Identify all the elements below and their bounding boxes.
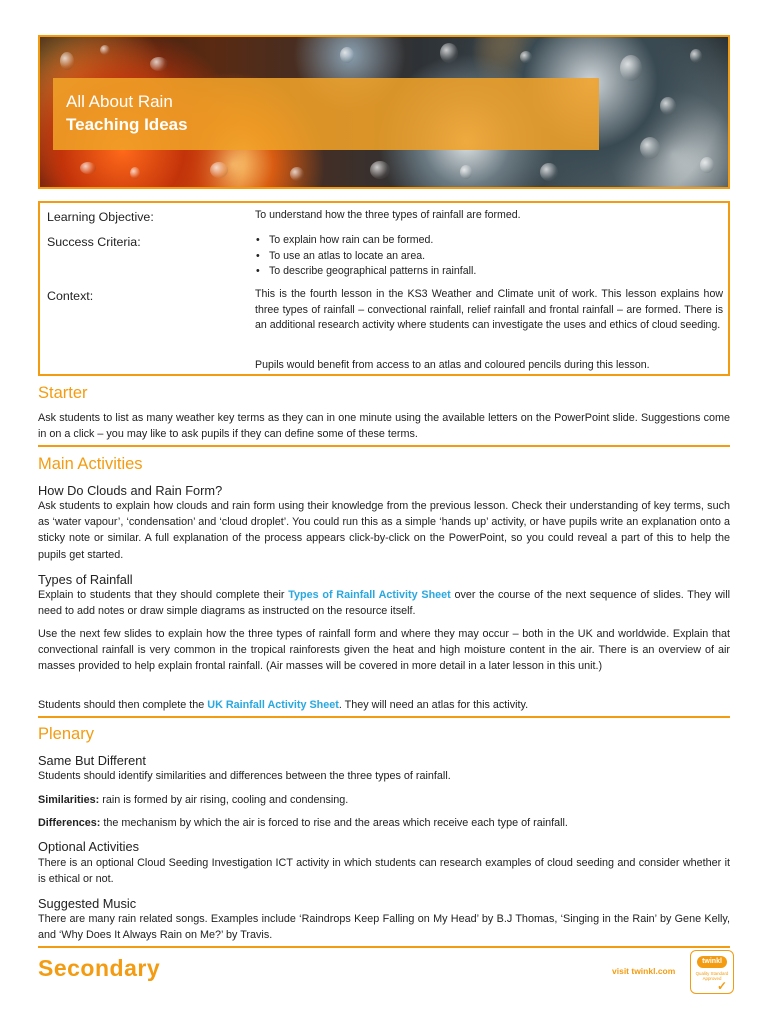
differences-value: the mechanism by which the air is forced to rise and the areas which receive each type of rainfall. — [100, 817, 568, 829]
context-label: Context: — [47, 289, 94, 303]
music-text: There are many rain related songs. Examples include ‘Raindrops Keep Falling on My Head’ by B.J Thomas, ‘Singing in the Rain’ by Gene Kelly, and ‘Why Does It Always Rain on Me?’ by Travis. — [38, 913, 730, 942]
similarities-text — [38, 792, 730, 808]
types-of-rainfall-link[interactable]: Types of Rainfall Activity Sheet — [288, 589, 451, 601]
starter-text: Ask students to list as many weather key terms as they can in one minute using the available letters on the PowerPoint slide. Suggestions come in on a click – you may like to ask pupils if they can define some of these terms. — [38, 412, 730, 441]
success-criteria-list — [255, 233, 723, 280]
list-item: • To explain how rain can be formed. — [255, 233, 723, 249]
twinkl-logo-icon: twinkl — [697, 956, 727, 968]
header-banner — [38, 35, 730, 189]
context-paragraph-1: This is the fourth lesson in the KS3 Weather and Climate unit of work. This lesson explains how three types of rainfall – convectional rainfall, relief rainfall and frontal rainfall – are formed. There is an additional research activity where students can investigate the uses and ethics of cloud seeding. — [255, 288, 723, 332]
objectives-table — [38, 201, 730, 376]
page-subtitle: Teaching Ideas — [66, 115, 188, 134]
clouds-text: Ask students to explain how clouds and rain form using their knowledge from the previous lesson. Check their understanding of key terms, such as ‘water vapour’, ‘condensation’ and ‘cloud droplet’. You could run this as a simple ‘hands up’ activity, or have pupils write an explanation onto a sticky note or similar. A full explanation of the process appears click-by-click on the PowerPoint, so you could reveal a part of this to help the pupils get started. — [38, 500, 730, 561]
same-but-different-heading: Same But Different — [38, 753, 146, 768]
list-item: • To use an atlas to locate an area. — [255, 249, 723, 265]
footer-url[interactable]: visit twinkl.com — [612, 966, 676, 976]
footer-brand: Secondary — [38, 955, 161, 981]
uk-text-a: Students should then complete the — [38, 699, 208, 711]
learning-objective-label: Learning Objective: — [47, 210, 154, 224]
differences-text — [38, 815, 730, 831]
types-text — [38, 587, 730, 619]
main-activities-heading: Main Activities — [38, 455, 143, 473]
uk-text-b: . They will need an atlas for this activity. — [338, 699, 529, 711]
uk-rainfall-link[interactable]: UK Rainfall Activity Sheet — [207, 699, 339, 711]
uk-rainfall-text — [38, 697, 730, 713]
clouds-heading: How Do Clouds and Rain Form? — [38, 483, 223, 498]
starter-heading: Starter — [38, 384, 88, 402]
optional-text: There is an optional Cloud Seeding Investigation ICT activity in which students can research examples of cloud seeding and consider whether it is ethical or not. — [38, 857, 730, 886]
plenary-heading: Plenary — [38, 725, 94, 743]
types-text-b: over the course of the next sequence of slides. They will need to add notes or draw simple diagrams as instructed on the resource itself. — [38, 589, 731, 618]
divider — [38, 946, 730, 948]
success-criteria-label: Success Criteria: — [47, 235, 141, 249]
divider — [38, 716, 730, 718]
page-title: All About Rain — [66, 92, 173, 111]
quality-badge — [690, 950, 734, 994]
list-item: • To describe geographical patterns in rainfall. — [255, 264, 723, 280]
types-heading: Types of Rainfall — [38, 572, 133, 587]
optional-activities-heading: Optional Activities — [38, 839, 140, 854]
types-text-a: Explain to students that they should complete their — [38, 589, 289, 601]
similarities-value: rain is formed by air rising, cooling and condensing. — [99, 794, 349, 806]
divider — [38, 445, 730, 447]
learning-objective-value: To understand how the three types of rainfall are formed. — [255, 209, 521, 221]
types-text-2: Use the next few slides to explain how the three types of rainfall form and where they may occur – both in the UK and worldwide. Explain that convectional rainfall is very common in the tropical rainforests given the heat and high moisture content in the air. There is an overview of air masses provided to help explain frontal rainfall. (Air masses will be covered in more detail in a later lesson in this unit.) — [38, 628, 730, 673]
differences-label: Differences: — [38, 817, 101, 829]
context-paragraph-2: Pupils would benefit from access to an atlas and coloured pencils during this lesson. — [255, 359, 650, 371]
title-box — [53, 78, 599, 150]
checkmark-icon: ✓ — [717, 979, 728, 993]
similarities-label: Similarities: — [38, 794, 100, 806]
badge-text: Quality Standard Approved — [695, 971, 729, 981]
suggested-music-heading: Suggested Music — [38, 896, 137, 911]
same-text: Students should identify similarities and differences between the three types of rainfall. — [38, 770, 451, 782]
